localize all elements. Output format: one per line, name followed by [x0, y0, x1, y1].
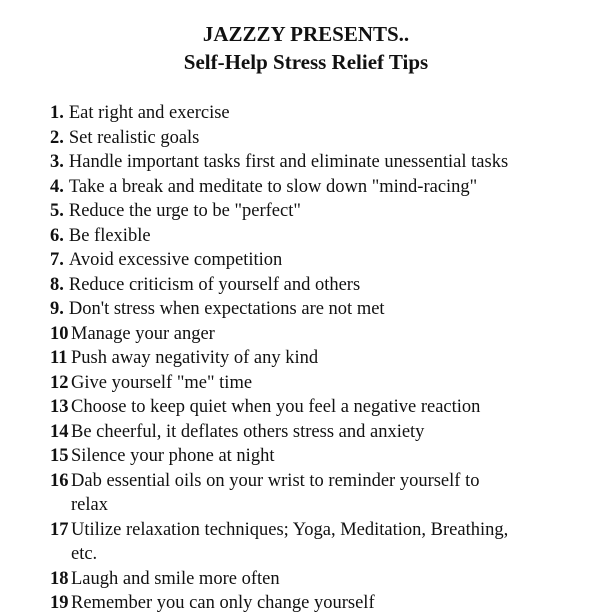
- tip-number: 7.: [50, 250, 64, 270]
- tip-text-block: [71, 469, 479, 518]
- tip-number: 16: [50, 470, 69, 491]
- tip-number: 18: [50, 568, 69, 589]
- tip-text: Eat right and exercise: [68, 103, 230, 123]
- tip-number: 17: [50, 519, 69, 540]
- list-item: [50, 420, 610, 445]
- tip-text: Push away negativity of any kind: [71, 348, 319, 368]
- list-item: [50, 175, 610, 200]
- tip-text: Silence your phone at night: [71, 446, 275, 466]
- list-item: [50, 224, 610, 249]
- list-item: [50, 297, 610, 322]
- tip-number: 15: [50, 446, 69, 466]
- list-item: [50, 567, 610, 592]
- tip-text: Don't stress when expectations are not met: [68, 299, 385, 319]
- tip-text: Remember you can only change yourself: [71, 593, 375, 613]
- list-item: [50, 199, 610, 224]
- tip-text: Set realistic goals: [68, 127, 200, 148]
- tip-text-continued: etc.: [71, 544, 98, 564]
- tip-number: 19: [50, 593, 69, 613]
- tip-text: Handle important tasks first and eliminate unessential tasks: [68, 152, 509, 172]
- list-item: [50, 126, 610, 151]
- tip-text-continued: relax: [71, 495, 108, 515]
- tip-number: 13: [50, 397, 69, 417]
- tip-text: Reduce criticism of yourself and others: [68, 274, 361, 295]
- tips-list: [50, 101, 610, 616]
- list-item: [50, 273, 610, 298]
- tip-text: Give yourself "me" time: [71, 372, 253, 393]
- list-item: [50, 150, 610, 175]
- tip-number: 14: [50, 421, 69, 442]
- list-item: [50, 371, 610, 396]
- tip-text: Utilize relaxation techniques; Yoga, Meditation, Breathing,: [71, 519, 509, 540]
- tip-number: 5.: [50, 201, 64, 221]
- list-item: [50, 346, 610, 371]
- tip-text: Take a break and meditate to slow down "mind-racing": [68, 176, 478, 197]
- list-item: [50, 248, 610, 273]
- tip-number: 11: [50, 348, 68, 368]
- tip-text: Be flexible: [68, 225, 151, 246]
- tip-number: 4.: [50, 176, 64, 197]
- tip-text: Dab essential oils on your wrist to reminder yourself to: [71, 470, 480, 491]
- list-item: [50, 518, 610, 567]
- presenter-title: JAZZZY PRESENTS..: [202, 22, 410, 46]
- list-item: [50, 395, 610, 420]
- list-item: [50, 101, 610, 126]
- tip-number: 12: [50, 372, 69, 393]
- list-item: [50, 469, 610, 518]
- tip-number: 3.: [50, 152, 64, 172]
- tip-number: 10: [50, 323, 69, 344]
- tip-number: 8.: [50, 274, 64, 295]
- page-title: Self-Help Stress Relief Tips: [183, 50, 429, 74]
- tip-text: Be cheerful, it deflates others stress and anxiety: [71, 421, 425, 442]
- tip-text: Laugh and smile more often: [71, 568, 280, 589]
- tip-text-block: [71, 518, 508, 567]
- document-header: [0, 20, 612, 76]
- tip-text: Avoid excessive competition: [68, 250, 283, 270]
- tip-number: 6.: [50, 225, 64, 246]
- tip-text: Choose to keep quiet when you feel a negative reaction: [71, 397, 481, 417]
- tip-text: Reduce the urge to be "perfect": [68, 201, 301, 221]
- tip-number: 2.: [50, 127, 64, 148]
- tip-number: 1.: [50, 103, 64, 123]
- list-item: [50, 322, 610, 347]
- list-item: [50, 444, 610, 469]
- tip-text: Manage your anger: [71, 323, 215, 344]
- tip-number: 9.: [50, 299, 64, 319]
